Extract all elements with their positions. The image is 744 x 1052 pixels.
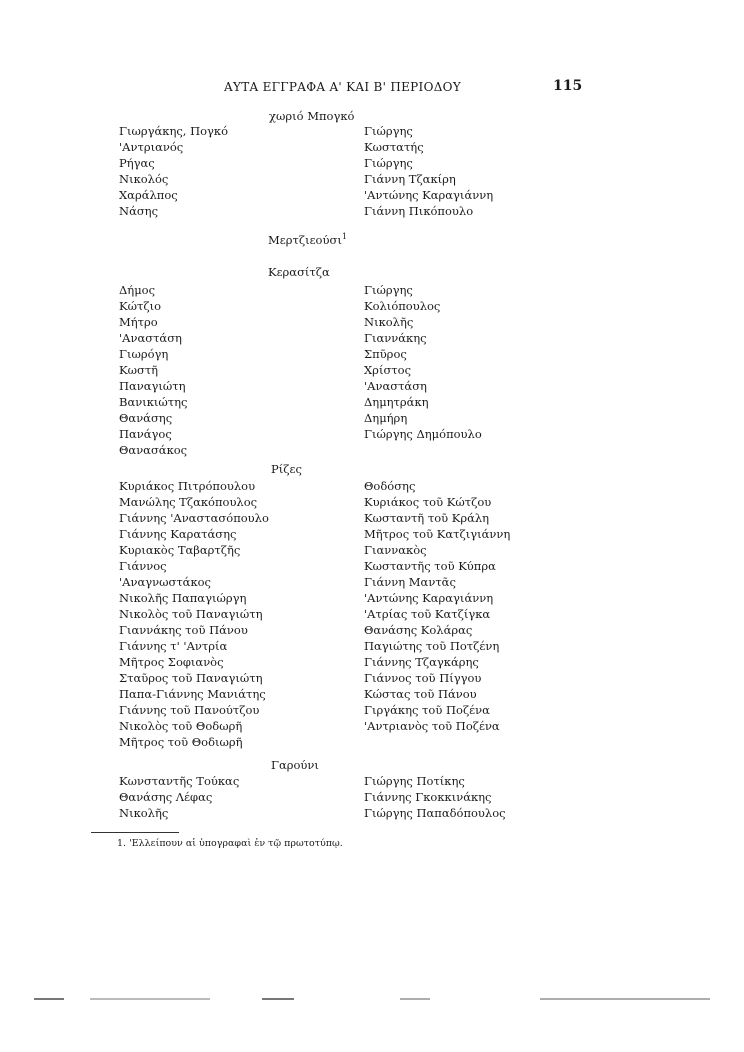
list-item: Γιάννης Καρατάσης [119, 527, 237, 541]
list-item: Σταῦρος τοῦ Παναγιώτη [119, 671, 263, 685]
list-item: Μῆτρος Σοφιανὸς [119, 655, 224, 669]
list-item: 'Ατρίας τοῦ Κατζίγκα [364, 607, 491, 621]
scan-mark [34, 998, 64, 1000]
scan-mark [262, 998, 294, 1000]
list-item: 'Αντριανός [119, 140, 184, 154]
list-item: Γιώργης [364, 124, 413, 138]
list-item: 'Αντριανὸς τοῦ Ποζένα [364, 719, 500, 733]
list-item: Γιαννάκης [364, 331, 427, 345]
list-item: Παναγιώτη [119, 379, 186, 393]
section-title-kerasitza: Κερασίτζα [268, 265, 330, 279]
list-item: Γιάννος τοῦ Πίγγου [364, 671, 482, 685]
list-item: Κωστῆ [119, 363, 159, 377]
list-item: Θανάσης Λέφας [119, 790, 213, 804]
list-item: Κυριακὸς Ταβαρτζῆς [119, 543, 241, 557]
list-item: Βανικιώτης [119, 395, 188, 409]
list-item: Γιάννης Γκοκκινάκης [364, 790, 492, 804]
list-item: Γιάννη Μαντᾶς [364, 575, 456, 589]
list-item: Γιάννη Πικόπουλο [364, 204, 474, 218]
list-item: Κωνσταντῆς Τούκας [119, 774, 240, 788]
list-item: Γιώργης [364, 283, 413, 297]
list-item: Μῆτρος τοῦ Κατζιγιάννη [364, 527, 511, 541]
list-item: Γιάννης 'Αναστασόπουλο [119, 511, 269, 525]
scan-mark [90, 998, 210, 1000]
list-item: Γιαννάκης τοῦ Πάνου [119, 623, 248, 637]
list-item: Νικολὸς τοῦ Παναγιώτη [119, 607, 263, 621]
list-item: Νικολῆς [119, 806, 169, 820]
footnote-marker: 1 [341, 232, 347, 241]
list-item: Νικολῆς Παπαγιώργη [119, 591, 247, 605]
section-title-mpogko: χωριό Μπογκό [269, 109, 355, 123]
list-item: Νάσης [119, 204, 159, 218]
list-item: Κολιόπουλος [364, 299, 441, 313]
list-item: Μανώλης Τζακόπουλος [119, 495, 258, 509]
page-number: 115 [553, 78, 583, 94]
list-item: Γιαννακὸς [364, 543, 427, 557]
list-item: 'Αντώνης Καραγιάννη [364, 591, 494, 605]
list-item: Κωσταντῆ τοῦ Κράλη [364, 511, 490, 525]
list-item: 'Αναγνωστάκος [119, 575, 211, 589]
list-item: Σπῦρος [364, 347, 407, 361]
list-item: Γιργάκης τοῦ Ποζένα [364, 703, 490, 717]
list-item: Γιωρόγη [119, 347, 169, 361]
list-item: Κωσταντῆς τοῦ Κύπρα [364, 559, 496, 573]
scan-mark [400, 998, 430, 1000]
list-item: Γιωργάκης, Πογκό [119, 124, 229, 138]
list-item: 'Αναστάση [364, 379, 427, 393]
list-item: Γιάννη Τζακίρη [364, 172, 456, 186]
section-title-mertzieousi [268, 232, 347, 247]
list-item: Νικολός [119, 172, 169, 186]
list-item: Κώτζιο [119, 299, 161, 313]
list-item: Θανασάκος [119, 443, 188, 457]
list-item: Παπα-Γιάννης Μανιάτης [119, 687, 266, 701]
scan-mark [540, 998, 710, 1000]
list-item: Γιάννης τοῦ Πανούτζου [119, 703, 260, 717]
list-item: Κυριάκος Πιτρόπουλου [119, 479, 256, 493]
list-item: Πανάγος [119, 427, 172, 441]
section-title-text: Μερτζιεούσι [268, 232, 342, 247]
list-item: Γιώργης Παπαδόπουλος [364, 806, 506, 820]
footnote-divider [91, 832, 179, 833]
list-item: Γιώργης Δημόπουλο [364, 427, 482, 441]
list-item: Θανάσης Κολάρας [364, 623, 473, 637]
list-item: Νικολὸς τοῦ Θοδωρῆ [119, 719, 243, 733]
list-item: Γιώργης Ποτίκης [364, 774, 465, 788]
section-title-garouni: Γαρούνι [271, 758, 319, 772]
list-item: Μῆτρος τοῦ Θοδιωρῆ [119, 735, 243, 749]
list-item: Θοδόσης [364, 479, 416, 493]
list-item: Δημητράκη [364, 395, 429, 409]
page-header-title: ΑΥΤΑ ΕΓΓΡΑΦΑ Α' ΚΑΙ Β' ΠΕΡΙΟΔΟΥ [224, 80, 462, 94]
list-item: Κωστατής [364, 140, 424, 154]
list-item: Νικολῆς [364, 315, 414, 329]
list-item: Μήτρο [119, 315, 158, 329]
list-item: Παγιώτης τοῦ Ποτζένη [364, 639, 500, 653]
list-item: Γιάννης τ' 'Αντρία [119, 639, 228, 653]
list-item: Γιώργης [364, 156, 413, 170]
list-item: Κώστας τοῦ Πάνου [364, 687, 477, 701]
list-item: Γιάννης Τζαγκάρης [364, 655, 479, 669]
list-item: Δήμος [119, 283, 156, 297]
section-title-rizes: Ρίζες [271, 462, 302, 476]
list-item: Χρίστος [364, 363, 412, 377]
list-item: Χαράλπος [119, 188, 178, 202]
list-item: 'Αντώνης Καραγιάννη [364, 188, 494, 202]
list-item: Γιάννος [119, 559, 167, 573]
list-item: Θανάσης [119, 411, 173, 425]
list-item: Δημήρη [364, 411, 408, 425]
list-item: 'Αναστάση [119, 331, 182, 345]
footnote: 1. 'Ελλείπουν αἱ ὑπογραφαὶ ἐν τῷ πρωτοτύπῳ. [117, 838, 343, 849]
list-item: Ρήγας [119, 156, 155, 170]
list-item: Κυριάκος τοῦ Κώτζου [364, 495, 492, 509]
